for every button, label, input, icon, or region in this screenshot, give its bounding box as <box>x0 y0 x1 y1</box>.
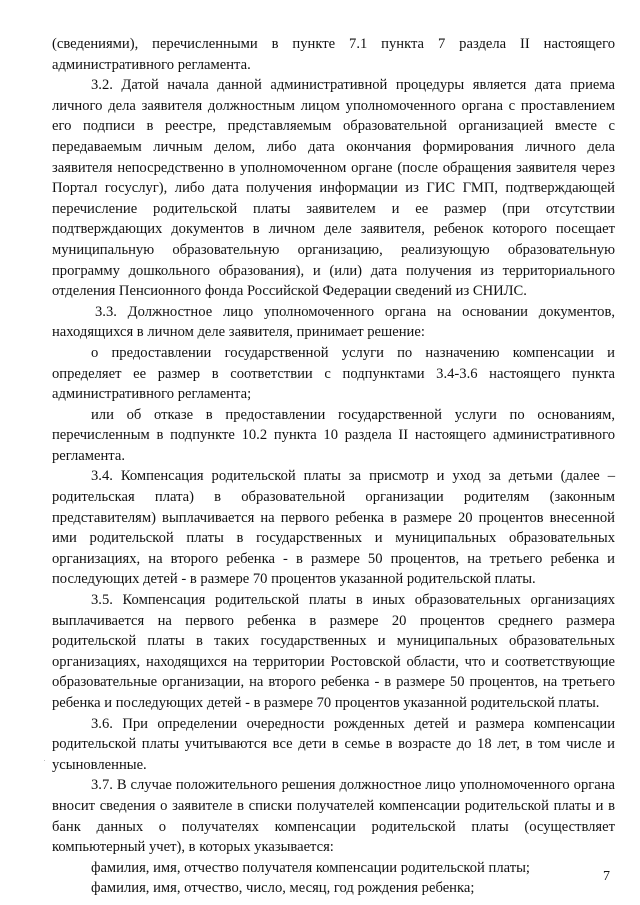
document-page <box>52 34 615 899</box>
paragraph-refusal-decision: или об отказе в предоставлении государственной услуги по основаниям, перечисленным в подпункте 10.2 пункта 10 раздела II настоящего административного регламента. <box>52 406 615 464</box>
paragraph-grant-decision: о предоставлении государственной услуги по назначению компенсации и определяет ее размер в соответствии с подпунктами 3.4-3.6 настоящего пункта административного регламента; <box>52 344 615 403</box>
paragraph-3-2: 3.2. Датой начала данной административной процедуры является дата приема личного дела заявителя должностным лицом уполномоченного органа с проставлением его подписи в реестре, представляемым образовательной организацией вместе с передаваемым личным делом, либо дата окончания формирования личного дела заявителя непосредственно в уполномоченном органе (после обращения заявителя через Портал госуслуг), либо дата получения информации из ГИС ГМП, подтверждающей перечисление родительской платы заявителем и ее размер (при отсутствии подтверждающих документов в личном деле заявителя, ребенок которого посещает муниципальную образовательную организацию, реализующую образовательную программу дошкольного образования), и (или) дата получения из территориального отделения Пенсионного фонда Российской Федерации сведений из СНИЛС. <box>52 77 615 300</box>
paragraph-3-6: 3.6. При определении очередности рожденных детей и размера компенсации родительской платы учитываются все дети в семье в возрасте до 18 лет, в том числе и усыновленные. <box>52 715 615 773</box>
paragraph-3-4: 3.4. Компенсация родительской платы за присмотр и уход за детьми (далее – родительская плата) в образовательной организации родителям (законным представителям) выплачивается на первого ребенка в размере 20 процентов внесенной ими родительской платы в государственных и муниципальных образовательных организациях, на второго ребенка - в размере 50 процентов, на третьего ребенка и последующих детей - в размере 70 процентов указанной родительской платы. <box>52 468 615 588</box>
paragraph-3-7: 3.7. В случае положительного решения должностное лицо уполномоченного органа вносит сведения о заявителе в списки получателей компенсации родительской платы и в банк данных о получателях компенсации родительской платы (осуществляет компьютерный учет), в которых указывается: <box>52 777 615 856</box>
list-item-recipient-name: фамилия, имя, отчество получателя компенсации родительской платы; <box>91 859 530 876</box>
list-item-child-name-birthdate: фамилия, имя, отчество, число, месяц, год рождения ребенка; <box>91 880 475 897</box>
paragraph-3-3: 3.3. Должностное лицо уполномоченного органа на основании документов, находящихся в личном деле заявителя, принимает решение: <box>52 303 615 341</box>
paragraph-continuation: (сведениями), перечисленными в пункте 7.1 пункта 7 раздела II настоящего административного регламента. <box>52 36 615 73</box>
page-number: 7 <box>603 869 610 884</box>
scan-speck <box>44 760 45 761</box>
paragraph-3-5: 3.5. Компенсация родительской платы в иных образовательных организациях выплачивается на первого ребенка в размере 20 процентов среднего размера родительской платы в таких государственных и муниципальных образовательных организациях, находящихся на территории Ростовской области, что и соответствующие образовательные организации, на второго ребенка - в размере 50 процентов, на третьего ребенка и последующих детей - в размере 70 процентов указанной родительской платы. <box>52 592 615 711</box>
